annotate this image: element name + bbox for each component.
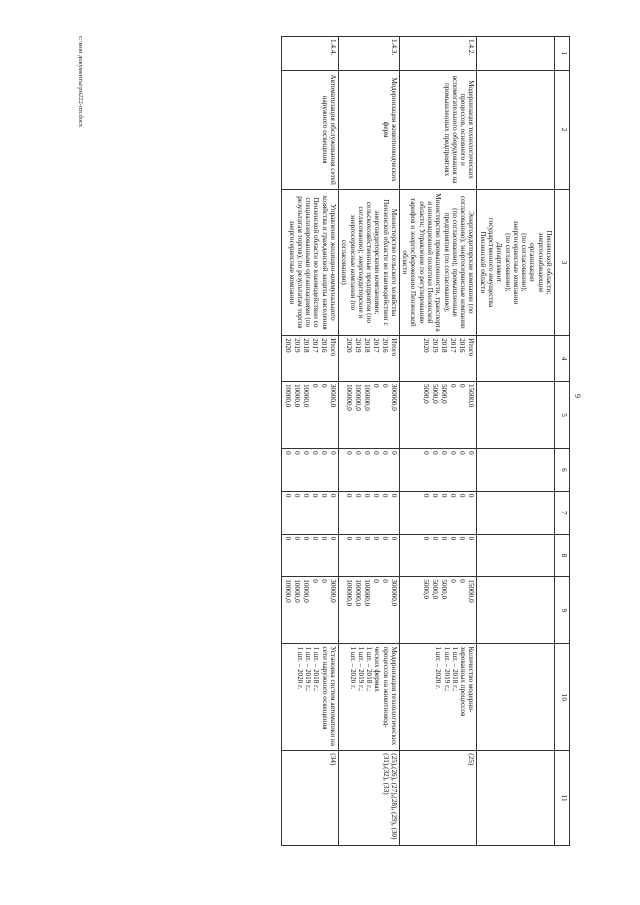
reference: (25) [399, 751, 477, 846]
col-header: 5 [555, 381, 570, 448]
indicator-line: 1 шт. – 2019 г.; [304, 646, 313, 692]
col-header: 7 [555, 491, 570, 534]
indicator [281, 644, 338, 751]
total-funding [281, 381, 338, 448]
total-funding-value: 0 [310, 383, 319, 388]
program-row [399, 37, 477, 846]
page-number: 9 [573, 394, 582, 398]
extrabudget-funding-value: 0 [449, 579, 458, 583]
executor-line: энергоснабжающие [536, 232, 545, 293]
federal-funding-value: 0 [440, 451, 449, 455]
indicator-line: Модернизация технологических процессов на животновод-ческих фермах [373, 646, 398, 746]
local-funding-value: 0 [362, 536, 371, 541]
program-table [281, 36, 570, 846]
local-funding-value: 0 [328, 536, 337, 541]
total-funding-value: 15000,0 [467, 383, 476, 408]
total-funding-value: 10000,0 [283, 383, 292, 408]
year-value: Итого [328, 338, 337, 357]
regional-funding-value: 0 [353, 493, 362, 498]
col-header: 1 [555, 37, 570, 71]
col-header: 3 [555, 189, 570, 336]
regional-funding [338, 491, 399, 534]
federal-funding-value: 0 [301, 451, 310, 455]
total-funding-value: 30000,0 [328, 383, 337, 408]
extrabudget-funding-value: 5000,0 [440, 579, 449, 600]
col-header: 6 [555, 449, 570, 492]
activity-name: Модернизация технологических процессов, основного и вспомогательного оборудования на промышленных предприятиях [399, 70, 477, 189]
year [338, 336, 399, 382]
executor: Энергоаудиторские компании (по согласованию); энергосервисные компании (по согласованию); промышленные предприятия (по согласованию); Министерство промышленности, транспорта и инновационной политики Пензенской области; Управление по регулированию тарифов и энергосбережению Пензенской области [399, 189, 477, 336]
year [399, 336, 477, 382]
federal-funding-value: 0 [310, 451, 319, 455]
year-value: 2018 [301, 338, 310, 353]
regional-funding-value: 0 [380, 493, 389, 498]
continuation-executor [477, 189, 555, 336]
activity-name: Модернизация животноводческих ферм [338, 70, 399, 189]
local-funding-value: 0 [301, 536, 310, 541]
col-header: 8 [555, 534, 570, 577]
reference: (34) [281, 751, 338, 846]
extrabudget-funding-value: 5000,0 [422, 579, 431, 600]
indicator-line: 1 шт. – 2020 г. [434, 646, 443, 690]
indicator [338, 644, 399, 751]
federal-funding-value: 0 [467, 451, 476, 455]
year-value: 2016 [380, 338, 389, 353]
regional-funding-value: 0 [431, 493, 440, 498]
extrabudget-funding-value: 0 [319, 579, 328, 583]
executor-line: Департамент [495, 242, 504, 283]
extrabudget-funding-value: 300000,0 [389, 579, 398, 607]
total-funding-value: 100000,0 [344, 383, 353, 411]
row-number: 1.4.3. [338, 37, 399, 71]
year-value: 2016 [319, 338, 328, 353]
regional-funding-value: 0 [310, 493, 319, 498]
extrabudget-funding [281, 577, 338, 644]
regional-funding-value: 0 [301, 493, 310, 498]
local-funding-value: 0 [431, 536, 440, 541]
federal-funding-value: 0 [380, 451, 389, 455]
regional-funding-value: 0 [440, 493, 449, 498]
rotated-page [64, 36, 584, 846]
year-value: 2020 [422, 338, 431, 353]
total-funding-value: 5000,0 [422, 383, 431, 404]
program-row [281, 37, 338, 846]
file-path-footer: c:\мои документы\ри222-пп.docx [77, 36, 84, 128]
local-funding-value: 0 [292, 536, 301, 541]
total-funding-value: 100000,0 [362, 383, 371, 411]
federal-funding-value: 0 [328, 451, 337, 455]
regional-funding-value: 0 [283, 493, 292, 498]
total-funding [399, 381, 477, 448]
local-funding-value: 0 [449, 536, 458, 541]
local-funding-value: 0 [422, 536, 431, 541]
total-funding-value: 0 [380, 383, 389, 388]
indicator-line: 1 шт. – 2020 г. [295, 646, 304, 690]
executor-line: Пензенской области [478, 231, 487, 294]
indicator-line: 1 шт. – 2019 г.; [442, 646, 451, 692]
executor-line: энергосервисные компании [511, 220, 520, 305]
continuation-row [477, 37, 555, 846]
regional-funding [281, 491, 338, 534]
federal-funding-value: 0 [449, 451, 458, 455]
total-funding-value: 5000,0 [431, 383, 440, 404]
year-value: Итого [389, 338, 398, 357]
regional-funding-value: 0 [344, 493, 353, 498]
extrabudget-funding-value: 30000,0 [328, 579, 337, 603]
total-funding-value: 300000,0 [389, 383, 398, 411]
extrabudget-funding-value: 100000,0 [362, 579, 371, 607]
extrabudget-funding-value: 0 [380, 579, 389, 583]
executor-line: (по согласованию); [503, 233, 512, 292]
regional-funding-value: 0 [328, 493, 337, 498]
year [281, 336, 338, 382]
local-funding-value: 0 [380, 536, 389, 541]
col-header: 2 [555, 70, 570, 189]
total-funding-value: 0 [458, 383, 467, 388]
local-funding [399, 534, 477, 577]
federal-funding-value: 0 [292, 451, 301, 455]
local-funding-value: 0 [371, 536, 380, 541]
total-funding-value: 0 [449, 383, 458, 388]
col-header: 4 [555, 336, 570, 382]
year-value: 2018 [440, 338, 449, 353]
year-value: 2018 [362, 338, 371, 353]
regional-funding-value: 0 [449, 493, 458, 498]
indicator-line: 1 шт. – 2018 г.; [450, 646, 459, 692]
row-number: 1.4.2. [399, 37, 477, 71]
indicator-line: 1 шт. – 2020 г. [348, 646, 357, 690]
extrabudget-funding-value: 10000,0 [283, 579, 292, 603]
federal-funding-value: 0 [283, 451, 292, 455]
executor: Министерство сельского хозяйства Пензенской области во взаимодействии с энергоаудиторскими компаниями; сельскохозяйственные предприятия (по согласованию); энергоаудиторские и энергосервисные компании (по согласованию) [338, 189, 399, 336]
local-funding-value: 0 [353, 536, 362, 541]
local-funding-value: 0 [344, 536, 353, 541]
extrabudget-funding-value: 5000,0 [431, 579, 440, 600]
row-number: 1.4.4. [281, 37, 338, 71]
local-funding [338, 534, 399, 577]
regional-funding-value: 0 [292, 493, 301, 498]
year-value: 2017 [449, 338, 458, 353]
program-row [338, 37, 399, 846]
local-funding-value: 0 [458, 536, 467, 541]
year-value: 2016 [458, 338, 467, 353]
local-funding-value: 0 [440, 536, 449, 541]
federal-funding [281, 449, 338, 492]
federal-funding-value: 0 [371, 451, 380, 455]
regional-funding-value: 0 [467, 493, 476, 498]
federal-funding-value: 0 [389, 451, 398, 455]
extrabudget-funding-value: 0 [371, 579, 380, 583]
regional-funding-value: 0 [371, 493, 380, 498]
total-funding-value: 0 [319, 383, 328, 388]
local-funding-value: 0 [389, 536, 398, 541]
year-value: 2020 [344, 338, 353, 353]
federal-funding-value: 0 [458, 451, 467, 455]
local-funding [281, 534, 338, 577]
activity-name: Автоматизация обслуживания сетей наружного освещения [281, 70, 338, 189]
federal-funding-value: 0 [431, 451, 440, 455]
regional-funding-value: 0 [389, 493, 398, 498]
year-value: 2017 [310, 338, 319, 353]
executor-line: Пензенской области; [545, 230, 553, 295]
regional-funding-value: 0 [319, 493, 328, 498]
year-value: 2020 [283, 338, 292, 353]
extrabudget-funding [338, 577, 399, 644]
indicator-line: Количество модерни-зированных процессов [459, 646, 476, 717]
year-value: 2019 [353, 338, 362, 353]
regional-funding [399, 491, 477, 534]
federal-funding-value: 0 [344, 451, 353, 455]
federal-funding-value: 0 [353, 451, 362, 455]
indicator-line: 1 шт. – 2018 г.; [312, 646, 321, 692]
total-funding-value: 5000,0 [440, 383, 449, 404]
local-funding-value: 0 [467, 536, 476, 541]
column-number-row [555, 37, 570, 846]
executor-line: (по согласованию); [520, 233, 529, 292]
col-header: 9 [555, 577, 570, 644]
local-funding-value: 0 [319, 536, 328, 541]
regional-funding-value: 0 [362, 493, 371, 498]
reference: (25),(26), (27),(28), (29), (30) (31),(32), (33) [338, 751, 399, 846]
extrabudget-funding-value: 15000,0 [467, 579, 476, 603]
col-header: 11 [555, 751, 570, 846]
extrabudget-funding-value: 0 [458, 579, 467, 583]
federal-funding-value: 0 [362, 451, 371, 455]
federal-funding-value: 0 [422, 451, 431, 455]
year-value: 2019 [292, 338, 301, 353]
indicator-line: 1 шт. – 2019 г.; [356, 646, 365, 692]
total-funding-value: 10000,0 [292, 383, 301, 408]
executor: Управление жилищно-коммунального хозяйства и гражданской защиты населения Пензенской области во взаимодействии со специализированными организациями (по результатам торгов); по результатам торгов энергосервисные компании [281, 189, 338, 336]
extrabudget-funding-value: 10000,0 [301, 579, 310, 603]
total-funding-value: 10000,0 [301, 383, 310, 408]
federal-funding [399, 449, 477, 492]
executor-line: организации [528, 243, 537, 282]
local-funding-value: 0 [310, 536, 319, 541]
indicator-line: 1 шт. – 2018 г.; [365, 646, 374, 692]
executor-line: государственного имущества [487, 217, 496, 308]
indicator-line: Установка систем автоматики на сети наружного освещения [320, 646, 337, 746]
total-funding-value: 100000,0 [353, 383, 362, 411]
federal-funding [338, 449, 399, 492]
year-value: 2019 [431, 338, 440, 353]
year-value: Итого [467, 338, 476, 357]
local-funding-value: 0 [283, 536, 292, 541]
regional-funding-value: 0 [458, 493, 467, 498]
extrabudget-funding-value: 0 [310, 579, 319, 583]
extrabudget-funding [399, 577, 477, 644]
extrabudget-funding-value: 100000,0 [344, 579, 353, 607]
total-funding [338, 381, 399, 448]
year-value: 2017 [371, 338, 380, 353]
total-funding-value: 0 [371, 383, 380, 388]
federal-funding-value: 0 [319, 451, 328, 455]
regional-funding-value: 0 [422, 493, 431, 498]
col-header: 10 [555, 644, 570, 751]
extrabudget-funding-value: 100000,0 [353, 579, 362, 607]
extrabudget-funding-value: 10000,0 [292, 579, 301, 603]
indicator [399, 644, 477, 751]
